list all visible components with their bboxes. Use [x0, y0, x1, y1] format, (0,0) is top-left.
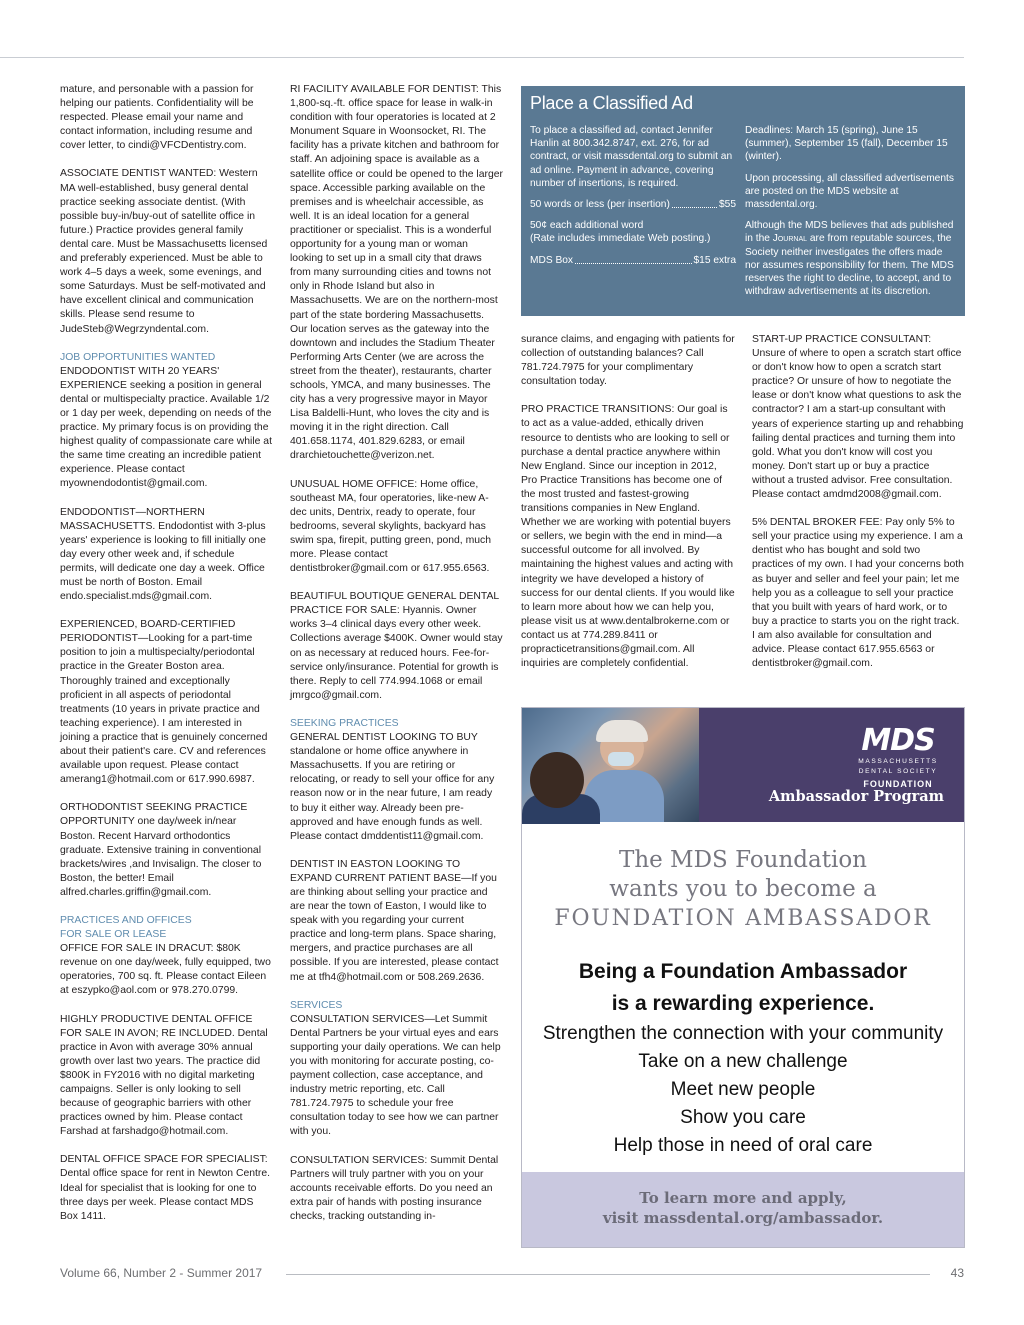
classified-listing: BEAUTIFUL BOUTIQUE GENERAL DENTAL PRACTICE FOR SALE: Hyannis. Owner works 3–4 clinical days every other week. Collections average $400K. Owner would stay on as necessary at reduced hours. Fee-for-service only/insurance. Potential for growth is there. Reply to cell 774.994.1068 or email jmrgco@gmail.com.	[290, 591, 503, 701]
subheadline-line: Being a Foundation Ambassador	[578, 960, 908, 983]
classified-listing: ENDODONTIST WITH 20 YEARS' EXPERIENCE seeking a position in general dental or multispecialty practice. Available 1/2 or 1 day per week, depending on needs of the practice. My primary focus is on providing the highest quality of compassionate care while at the same time creating an incredible patient experience. Please contact myownendodontist@gmail.com.	[60, 365, 272, 490]
classified-listing: CONSULTATION SERVICES: Summit Dental Partners will truly partner with you on your accounts receivable efforts. Do you need an extra pair of hands with posting insurance checks, tracking outstanding in-	[290, 1154, 499, 1222]
footer-rule	[286, 1274, 930, 1275]
classified-listing: DENTIST IN EASTON LOOKING TO EXPAND CURRENT PATIENT BASE—If you are thinking about selling your practice and are near the town of Easton, I would like to speak with you regarding your current practice and long-term plans. Space sharing, mergers, and practice purchases are all possible. If you are interested, please contact me at tfh4@hotmail.com or 508.269.2636.	[290, 858, 499, 983]
photo-shape	[608, 752, 634, 766]
classified-listing: RI FACILITY AVAILABLE FOR DENTIST: This 1,800-sq.-ft. office space for lease in walk-in condition with four operatories is located at 2 Monument Square in Woonsocket, RI. The facility has a private kitchen and bathroom for staff. An adjoining space is available as a satellite office or could be opened to the larger space. Accessible parking available on the premises and is wheelchair accessible, as well. It is an ideal location for a general practitioner or specialist. This is a wonderful opportunity for a young man or woman looking to set up in a small city that draws from many surrounding cities and towns not only in Rhode Island but also in Massachusetts. We are on the northern-most part of the state bordering Massachusetts. Our location serves as the gateway into the downtown and includes the Stadium Theater Performing Arts Center (we are across the street from the theater), restaurants, charter schools, YMCA, and many businesses. The city has a very progressive mayor in Mayor Lisa Baldelli-Hunt, who loves the city and is moving it in the right direction. Call 401.658.1174, 401.829.6283, or email drarchietouchette@verizon.net.	[290, 84, 503, 462]
logo-society: MASSACHUSETTS	[858, 758, 938, 765]
section-heading: FOR SALE OR LEASE	[60, 929, 167, 941]
classified-listing: ORTHODONTIST SEEKING PRACTICE OPPORTUNITY one day/week in/near Boston. Recent Harvard orthodontics graduate. Extensive training in conventional brackets/wires ,and Invisalign. The closer to Boston, the better! Email alfred.charles.griffin@gmail.com.	[60, 802, 262, 898]
classified-listing: 5% DENTAL BROKER FEE: Pay only 5% to sell your practice using my experience. I am a dentist who has bought and sold two practices of my own. I had your concerns both as buyer and seller and feel your pain; let me help you as a colleague to sell your practice that you built with years of hard work, or to buy a practice to starts you on the right track. I am also available for consultation and advice. Please contact 617.955.6563 or dentistbroker@gmail.com.	[752, 517, 964, 670]
headline-line: wants you to become a	[609, 876, 877, 902]
classified-listing: START-UP PRACTICE CONSULTANT: Unsure of where to open a scratch start office or don't know how to open a scratch start practice? Or unsure of how to negotiate the lease or don't know what questions to ask the contractor? I am a start-up consultant with years of experience starting up and rehabbing failing dental practices and turning them into gold. What you don't know will cost you money. Don't start up or buy a practice without a trusted advisor. Free consultation. Please contact amdmd2008@gmail.com.	[752, 334, 964, 501]
disclaimer-part: are from reputable sources, the Society neither investigates the offers made nor assumes responsibility for them. The MDS reserves the right to decline, to accept, and to withdraw advertisements at its discretion.	[745, 233, 954, 298]
mds-foundation-logo	[852, 723, 944, 789]
program-title: Ambassador Program	[768, 788, 944, 805]
photo-shape	[530, 752, 584, 808]
column-4	[752, 333, 964, 685]
rate-label: 50¢ each additional word	[530, 220, 644, 232]
dot-leader	[672, 198, 717, 208]
foundation-ambassador-ad	[521, 707, 965, 1248]
place-classified-ad-box	[521, 86, 965, 316]
issue-info: Volume 66, Number 2 - Summer 2017	[60, 1266, 263, 1280]
dot-leader	[575, 254, 691, 264]
classified-listing: DENTAL OFFICE SPACE FOR SPECIALIST: Dental office space for rent in Newton Centre. Ideal for specialist that is looking for one to three days per week. Please contact MDS Box 1411.	[60, 1154, 271, 1222]
headline-line: FOUNDATION AMBASSADOR	[554, 906, 932, 931]
photo-shape	[596, 720, 648, 742]
ad-subheadline	[522, 956, 964, 1020]
subheadline-line: is a rewarding experience.	[611, 992, 875, 1015]
classified-listing: GENERAL DENTIST LOOKING TO BUY standalone or home office anywhere in Massachusetts. If you are retiring or relocating, or ready to sell your office for any reason now or in the near future, I am ready to buy it either way. Already been pre-approved and have enough funds as well. Please contact dmddentist11@gmail.com.	[290, 732, 495, 842]
logo-mark: MDS	[861, 723, 935, 758]
top-rule	[0, 57, 964, 58]
classified-box-title: Place a Classified Ad	[530, 93, 693, 113]
classified-intro: To place a classified ad, contact Jennifer Hanlin at 800.342.8747, ext. 276, for ad contract, or visit massdental.org to submit an ad online. Payment in advance, covering number of insertions, is required.	[530, 125, 733, 189]
section-heading: SERVICES	[290, 999, 343, 1011]
processing-text: Upon processing, all classified advertisements are posted on the MDS website at massdental.org.	[745, 172, 954, 211]
section-heading: SEEKING PRACTICES	[290, 717, 399, 729]
rate-price: $55	[719, 199, 736, 211]
column-1	[60, 83, 272, 1238]
column-3	[521, 333, 735, 685]
rate-label: 50 words or less (per insertion)	[530, 199, 670, 211]
classified-listing: OFFICE FOR SALE IN DRACUT: $80K revenue on one day/week, fully equipped, two operatories, 700 sq. ft. Please contact Eileen at eszypko@aol.com or 978.270.0799.	[60, 943, 271, 997]
disclaimer-part: Although the MDS believes that ads published in the	[745, 220, 954, 245]
classified-listing: CONSULTATION SERVICES—Let Summit Dental Partners be your virtual eyes and ears supporting your daily operations. We can help you with monitoring for accurate posting, co-payment collection, case acceptance, and industry metric reporting, etc. Call 781.724.7975 to schedule your free consultation today to see how we can partner with you.	[290, 1013, 501, 1138]
benefit-item: Help those in need of oral care	[613, 1135, 873, 1156]
journal-name: Journal	[772, 233, 808, 245]
logo-society: DENTAL SOCIETY	[858, 768, 938, 775]
classified-box-right	[745, 124, 957, 306]
deadlines-text: Deadlines: March 15 (spring), June 15 (summer), September 15 (fall), December 15 (winter).	[745, 125, 948, 163]
rate-row	[530, 254, 736, 267]
cta-line: To learn more and apply,	[639, 1189, 847, 1207]
section-heading: PRACTICES AND OFFICES	[60, 914, 192, 926]
classified-listing: PRO PRACTICE TRANSITIONS: Our goal is to act as a value-added, ethically driven resource to dentists who are looking to sell or purchase a dental practice anywhere within New England. Since our inception in 2012, Pro Practice Transitions has become one of the most trusted and fastest-growing transitions companies in New England. Whether we are working with potential buyers or sellers, we begin with the end in mind—a successful outcome for all involved. By maintaining the highest values and acting with integrity we have developed a history of success for our dental clients. If you would like to learn more about how we can help you, please visit us at www.dentalbrokerne.com or contact us at 774.289.8411 or propracticetransitions@gmail.com. All inquiries are completely confidential.	[521, 404, 735, 670]
classified-listing: mature, and personable with a passion for helping our patients. Confidentiality will be respected. Please email your name and contact information, including resume and cover letter, to cindi@VFCDentistry.com.	[60, 84, 254, 152]
rate-row	[530, 198, 736, 211]
ad-headline	[522, 846, 964, 933]
column-2	[290, 83, 503, 1238]
ambassador-banner	[699, 708, 965, 822]
classified-listing: ENDODONTIST—NORTHERN MASSACHUSETTS. Endodontist with 3-plus years' experience is looking to fill initially one day every other week and, if schedule permits, will dedicate one day a week. Office must be north of Boston. Email endo.specialist.mds@gmail.com.	[60, 506, 266, 603]
dentist-child-photo	[522, 708, 699, 822]
rate-price: $15 extra	[693, 254, 736, 266]
benefit-item: Take on a new challenge	[638, 1051, 848, 1072]
classified-listing: EXPERIENCED, BOARD-CERTIFIED PERIODONTIST—Looking for a part-time position to join a multispecialty/periodontal practice in the Greater Boston area. Thoroughly trained and exceptionally proficient in all aspects of periodontal treatments (10 years in private practice and teaching experience). I am interested in joining a practice that is genuinely concerned about their patient's care. CV and references available upon request. Please contact amerang1@hotmail.com or 617.990.6987.	[60, 619, 268, 786]
ad-call-to-action	[522, 1172, 964, 1247]
benefit-item: Strengthen the connection with your community	[542, 1023, 944, 1044]
disclaimer-text	[745, 219, 957, 298]
cta-link[interactable]: visit massdental.org/ambassador.	[602, 1209, 884, 1227]
benefit-item: Meet new people	[670, 1079, 816, 1100]
classified-box-left	[530, 124, 736, 275]
classified-listing: surance claims, and engaging with patients for collection of outstanding balances? Call 781.724.7975 for your complimentary consultation today.	[521, 334, 735, 388]
classified-listing: ASSOCIATE DENTIST WANTED: Western MA well-established, busy general dental practice seeking associate dentist. (With possible buy-in/buy-out of satellite office in future.) Practice provides general family dental care. Must be Massachusetts licensed and preferably experienced. Must be able to work 4–5 days a week, some evenings, and some Saturdays. Must be self-motivated and have excellent clinical and communication skills. Please send resume to JudeSteb@Wegrzyndental.com.	[60, 168, 268, 335]
classified-listing: HIGHLY PRODUCTIVE DENTAL OFFICE FOR SALE IN AVON; RE INCLUDED. Dental practice in Avon with average 30% annual growth over last two years. The practice did $800K in FY2016 with no digital marketing campaigns. Seller is only looking to sell because of geographic barriers with other practices owned by him. Please contact Farshad at farshadgo@hotmail.com.	[60, 1013, 268, 1138]
ad-benefit-list	[522, 1020, 964, 1160]
headline-line: The MDS Foundation	[618, 847, 867, 873]
benefit-item: Show you care	[680, 1107, 806, 1128]
rate-label: MDS Box	[530, 254, 574, 266]
section-heading: JOB OPPORTUNITIES WANTED	[60, 351, 216, 363]
classified-listing: UNUSUAL HOME OFFICE: Home office, southeast MA, four operatories, like-new A-dec units, Dentrix, ready to operate, four bedrooms, several skylights, backyard has swim spa, firepit, putting green, pond, much more. Please contact dentistbroker@gmail.com or 617.955.6563.	[290, 478, 491, 575]
page-number: 43	[950, 1266, 964, 1280]
rate-note: (Rate includes immediate Web posting.)	[530, 233, 711, 245]
page-footer	[60, 1266, 964, 1282]
logo-foundation: FOUNDATION	[863, 779, 933, 789]
